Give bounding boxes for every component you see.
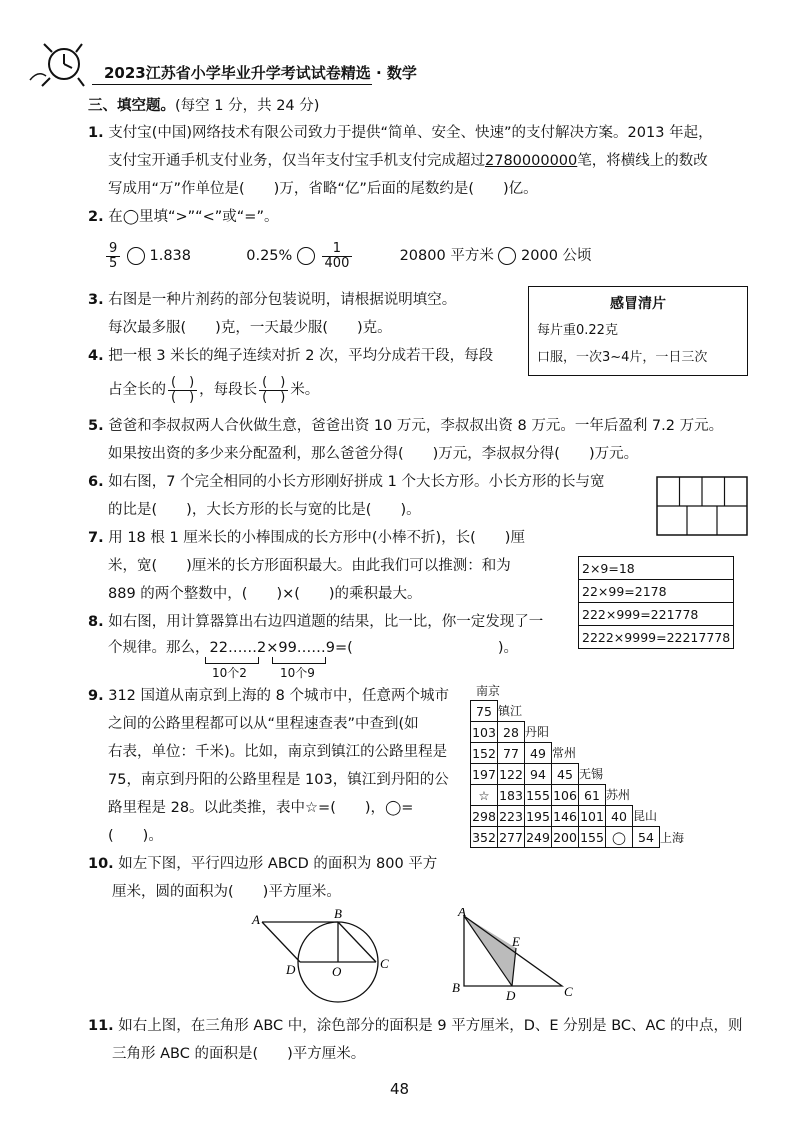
q2-frac2 xyxy=(322,242,353,271)
q4-line2 xyxy=(108,372,319,408)
q11-text2: 三角形 ABC 的面积是( )平方厘米。 xyxy=(112,1046,366,1062)
q3-text2: 每次最多服( )克，一天最少服( )克。 xyxy=(108,320,392,336)
q6-rectangles-figure xyxy=(656,476,748,540)
q6-number: 6. xyxy=(88,474,104,490)
q2-frac1 xyxy=(106,242,120,271)
q9-city: 昆山 xyxy=(633,809,658,824)
q9-city: 丹阳 xyxy=(525,725,550,740)
q9-text5: 路里程是 28。以此类推，表中☆=( )，◯= xyxy=(108,800,414,816)
q1-value: 2780000000 xyxy=(485,153,578,169)
q9-cell-circle: ◯ xyxy=(606,827,633,848)
q9-cell: 200 xyxy=(552,827,579,848)
header-rule xyxy=(92,84,372,85)
q9-cell: 103 xyxy=(471,722,498,743)
q9-cell: 146 xyxy=(552,806,579,827)
q8-text2b: =( )。 xyxy=(335,640,518,656)
q9-cell: 40 xyxy=(606,806,633,827)
q4-frac2-num: ( ) xyxy=(259,376,288,391)
q1-text1: 支付宝(中国)网络技术有限公司致力于提供“简单、安全、快速”的支付解决方案。2013 年起， xyxy=(108,125,713,141)
q8-rule-table xyxy=(578,556,734,649)
q9-line2 xyxy=(108,714,419,734)
q9-cell: 223 xyxy=(498,806,525,827)
q4-text1: 把一根 3 米长的绳子连续对折 2 次，平均分成若干段，每段 xyxy=(108,348,494,364)
q4-frac2-den: ( ) xyxy=(262,389,286,405)
q1-text3: 写成用“万”作单位是( )万，省略“亿”后面的尾数约是( )亿。 xyxy=(108,181,538,197)
q2-frac1-num: 9 xyxy=(106,242,120,257)
q9-line3 xyxy=(108,742,447,762)
q1-line2 xyxy=(108,151,708,171)
q1-line3 xyxy=(108,179,538,199)
q9-cell: 101 xyxy=(579,806,606,827)
header-title: 2023江苏省小学毕业升学考试试卷精选 · 数学 xyxy=(104,64,417,82)
q9-cell-star: ☆ xyxy=(471,785,498,806)
q4-text2b: ，每段长 xyxy=(199,382,258,398)
q2-frac2-den: 400 xyxy=(324,255,350,271)
q2-circle2[interactable] xyxy=(297,247,315,265)
q5-text1: 爸爸和李叔叔两人合伙做生意，爸爸出资 10 万元，李叔叔出资 8 万元。一年后盈利 7.2 万元。 xyxy=(108,418,724,434)
q9-city: 苏州 xyxy=(606,788,631,803)
section-note: (每空 1 分，共 24 分) xyxy=(175,98,320,114)
q1-text2b: 笔，将横线上的数改 xyxy=(577,153,708,169)
q10-line1 xyxy=(88,854,437,874)
q2-c3-right: 2000 公顷 xyxy=(521,248,592,264)
q9-text3: 右表，单位：千米)。比如，南京到镇江的公路里程是 xyxy=(108,744,448,760)
q10-figure xyxy=(248,908,398,1012)
q8-times: × xyxy=(266,640,279,656)
q9-cell: 28 xyxy=(498,722,525,743)
q11-label-c: C xyxy=(564,984,573,999)
q4-frac1 xyxy=(168,376,197,405)
q9-cell: 277 xyxy=(498,827,525,848)
q2-c3-left: 20800 平方米 xyxy=(399,248,494,264)
q9-cell: 197 xyxy=(471,764,498,785)
q4-line1 xyxy=(88,346,493,366)
q11-line2 xyxy=(112,1044,365,1064)
q2-c2-left: 0.25% xyxy=(246,248,293,264)
q10-number: 10. xyxy=(88,856,114,872)
q10-label-o: O xyxy=(332,964,342,979)
q9-cell: 106 xyxy=(552,785,579,806)
q9-cell: 152 xyxy=(471,743,498,764)
q5-text2: 如果按出资的多少来分配盈利，那么爸爸分得( )万元，李叔叔分得( )万元。 xyxy=(108,446,639,462)
q10-label-b: B xyxy=(334,908,342,921)
q2-comparisons xyxy=(104,240,592,272)
q9-cell: 183 xyxy=(498,785,525,806)
q9-cell: 352 xyxy=(471,827,498,848)
q2-prompt: 在◯里填“>”“<”或“=”。 xyxy=(108,209,279,225)
q3-medicine-box xyxy=(528,286,748,376)
q8-line2 xyxy=(108,638,518,658)
q2-circle3[interactable] xyxy=(498,247,516,265)
q7-line1 xyxy=(88,528,525,548)
q3-box-line2: 口服，一次3~4片，一日三次 xyxy=(537,350,708,365)
q9-line6 xyxy=(108,826,163,846)
q8-line1 xyxy=(88,612,543,632)
q10-side-bc xyxy=(338,922,376,962)
q2-number: 2. xyxy=(88,209,104,225)
q10-label-a: A xyxy=(252,912,260,927)
q8-text2a: 个规律。那么， xyxy=(108,640,210,656)
q10-text1: 如左下图，平行四边形 ABCD 的面积为 800 平方 xyxy=(118,856,438,872)
q2-frac1-den: 5 xyxy=(109,255,118,271)
q9-cell: 122 xyxy=(498,764,525,785)
q9-city: 镇江 xyxy=(498,704,523,719)
q8-rule-4: 2222×9999=22217778 xyxy=(579,626,734,649)
q9-cell: 195 xyxy=(525,806,552,827)
q11-text1: 如右上图，在三角形 ABC 中，涂色部分的面积是 9 平方厘米，D、E 分别是 BC、AC 的中点，则 xyxy=(118,1018,743,1034)
q9-cell: 298 xyxy=(471,806,498,827)
q2-c1-right: 1.838 xyxy=(149,248,192,264)
q4-text2c: 米。 xyxy=(290,382,320,398)
q2-frac2-num: 1 xyxy=(322,242,353,257)
q10-text2: 厘米，圆的面积为( )平方厘米。 xyxy=(112,884,341,900)
q8-label2: 10个9 xyxy=(280,666,315,680)
q6-text1: 如右图，7 个完全相同的小长方形刚好拼成 1 个大长方形。小长方形的长与宽 xyxy=(108,474,605,490)
q3-line1 xyxy=(88,290,456,310)
q8-number: 8. xyxy=(88,614,104,630)
q3-line2 xyxy=(108,318,392,338)
q9-cell: 155 xyxy=(579,827,606,848)
q8-brace2 xyxy=(272,657,326,664)
q10-line2 xyxy=(112,882,341,902)
q9-cell: 77 xyxy=(498,743,525,764)
q9-cell: 54 xyxy=(633,827,660,848)
q5-number: 5. xyxy=(88,418,104,434)
q11-label-e: E xyxy=(512,934,520,949)
q8-brace1 xyxy=(205,657,259,664)
q7-text3: 889 的两个整数中，( )×( )的乘积最大。 xyxy=(108,586,422,602)
q11-label-b: B xyxy=(452,980,460,995)
q7-line2 xyxy=(108,556,511,576)
q11-number: 11. xyxy=(88,1018,114,1034)
q9-text4: 75，南京到丹阳的公路里程是 103，镇江到丹阳的公 xyxy=(108,772,449,788)
q5-line2 xyxy=(108,444,638,464)
q8-text1: 如右图，用计算器算出右边四道题的结果，比一比，你一定发现了一 xyxy=(108,614,544,630)
q4-number: 4. xyxy=(88,348,104,364)
q3-number: 3. xyxy=(88,292,104,308)
q6-line1 xyxy=(88,472,605,492)
q11-figure xyxy=(448,908,588,1006)
q4-frac2 xyxy=(259,376,288,405)
q11-label-a: A xyxy=(458,908,466,919)
q6-text2: 的比是( )，大长方形的长与宽的比是( )。 xyxy=(108,502,421,518)
q9-text1: 312 国道从南京到上海的 8 个城市中，任意两个城市 xyxy=(108,688,449,704)
q11-line1 xyxy=(88,1016,742,1036)
q3-box-line1: 每片重0.22克 xyxy=(537,323,618,338)
q2-circle1[interactable] xyxy=(127,247,145,265)
q7-text2: 米，宽( )厘米的长方形面积最大。由此我们可以推测：和为 xyxy=(108,558,511,574)
q8-expr1: 22……2 xyxy=(209,640,267,656)
q9-text6: ( )。 xyxy=(108,828,163,844)
q6-line2 xyxy=(108,500,421,520)
q9-cell: 45 xyxy=(552,764,579,785)
q8-rule-1: 2×9=18 xyxy=(579,557,734,580)
q9-number: 9. xyxy=(88,688,104,704)
q7-text1: 用 18 根 1 厘米长的小棒围成的长方形中(小棒不折)，长( )厘 xyxy=(108,530,525,546)
q1-text2a: 支付宝开通手机支付业务，仅当年支付宝手机支付完成超过 xyxy=(108,153,485,169)
q9-line1 xyxy=(88,686,449,706)
q9-city: 上海 xyxy=(660,830,685,845)
q8-rule-2: 22×99=2178 xyxy=(579,580,734,603)
q9-cell: 61 xyxy=(579,785,606,806)
q1-number: 1. xyxy=(88,125,104,141)
q9-cell: 249 xyxy=(525,827,552,848)
q10-label-c: C xyxy=(380,956,389,971)
q9-cell: 94 xyxy=(525,764,552,785)
q7-line3 xyxy=(108,584,422,604)
q9-cell: 49 xyxy=(525,743,552,764)
q3-box-title: 感冒清片 xyxy=(610,296,666,312)
q9-cell: 155 xyxy=(525,785,552,806)
q9-line4 xyxy=(108,770,449,790)
q7-number: 7. xyxy=(88,530,104,546)
q9-cell: 75 xyxy=(471,701,498,722)
q2-line1 xyxy=(88,207,278,227)
q9-line5 xyxy=(108,798,413,818)
q10-side-ad xyxy=(262,922,300,962)
section-title: 三、填空题。 xyxy=(88,98,175,114)
q9-city: 无锡 xyxy=(579,767,604,782)
q8-rule-3: 222×999=221778 xyxy=(579,603,734,626)
q9-city: 常州 xyxy=(552,746,577,761)
q8-expr2: 99……9 xyxy=(278,640,336,656)
q5-line1 xyxy=(88,416,723,436)
section-heading xyxy=(88,96,319,116)
q4-text2a: 占全长的 xyxy=(108,382,166,398)
q1-line1 xyxy=(88,123,713,143)
q9-distance-table xyxy=(470,682,687,848)
q9-city-nanjing: 南京 xyxy=(476,684,501,698)
q3-text1: 右图是一种片剂药的部分包装说明，请根据说明填空。 xyxy=(108,292,457,308)
header-mascot-icon xyxy=(28,40,92,88)
q4-frac1-den: ( ) xyxy=(171,389,195,405)
q8-label1: 10个2 xyxy=(212,666,247,680)
q9-text2: 之间的公路里程都可以从“里程速查表”中查到(如 xyxy=(108,716,419,732)
q4-frac1-num: ( ) xyxy=(168,376,197,391)
q10-label-d: D xyxy=(286,962,296,977)
q11-label-d: D xyxy=(506,988,516,1002)
page-number: 48 xyxy=(390,1080,410,1098)
